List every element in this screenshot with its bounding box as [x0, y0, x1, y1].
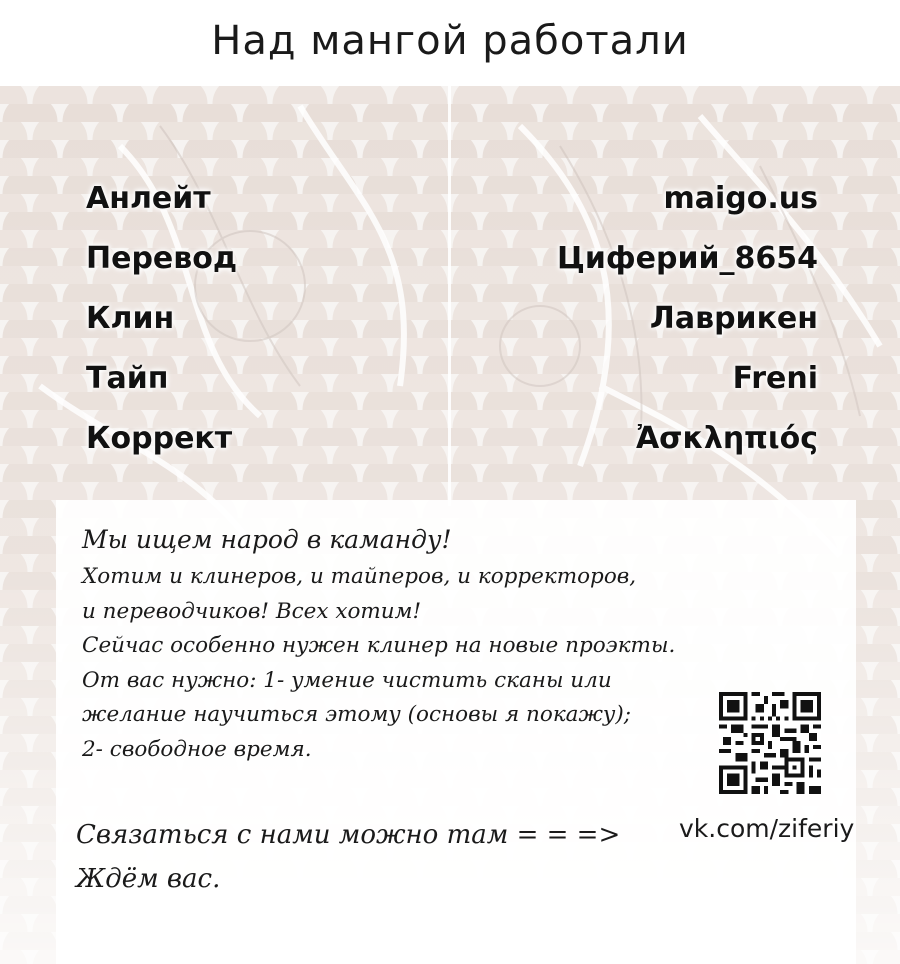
- credit-role: Коррект: [86, 420, 233, 456]
- credit-role: Перевод: [86, 240, 238, 276]
- credit-row-clean: [86, 296, 818, 340]
- recruit-line: желание научиться этому (основы я покажу);: [82, 702, 632, 727]
- credit-name: Лаврикен: [649, 300, 818, 336]
- page-title: Над мангой работали: [211, 18, 689, 64]
- credit-row-translation-source: [86, 176, 818, 220]
- recruit-line: Сейчас особенно нужен клинер на новые проэкты.: [82, 633, 676, 658]
- recruit-line: От вас нужно: 1- умение чистить сканы или: [82, 667, 612, 693]
- credit-name: Freni: [732, 360, 818, 396]
- recruit-heading: Мы ищем народ в каманду!: [82, 525, 452, 554]
- contact-text: [76, 813, 620, 901]
- header: [0, 0, 900, 86]
- credit-row-typeset: [86, 356, 818, 400]
- recruit-line: и переводчиков! Всех хотим!: [82, 598, 422, 624]
- credit-role: Тайп: [86, 360, 169, 396]
- credit-role: Клин: [86, 300, 175, 336]
- recruit-text: [82, 520, 702, 767]
- recruit-line: Хотим и клинеров, и тайперов, и корректоров,: [82, 564, 637, 589]
- credit-row-translation: [86, 236, 818, 280]
- qr-code-icon: [719, 692, 821, 794]
- credit-name: Циферий_8654: [557, 240, 818, 276]
- recruit-line: 2- свободное время.: [82, 736, 312, 762]
- credit-name: maigo.us: [663, 180, 818, 216]
- credit-name: Ἀσκληπιός: [635, 420, 818, 456]
- credit-row-proofread: [86, 416, 818, 460]
- credit-role: Анлейт: [86, 180, 211, 216]
- contact-line: Связаться с нами можно там = = =>: [76, 820, 621, 850]
- vk-link[interactable]: vk.com/ziferiy: [679, 814, 855, 843]
- closing-line: Ждём вас.: [76, 864, 221, 894]
- credits-list: [0, 86, 900, 506]
